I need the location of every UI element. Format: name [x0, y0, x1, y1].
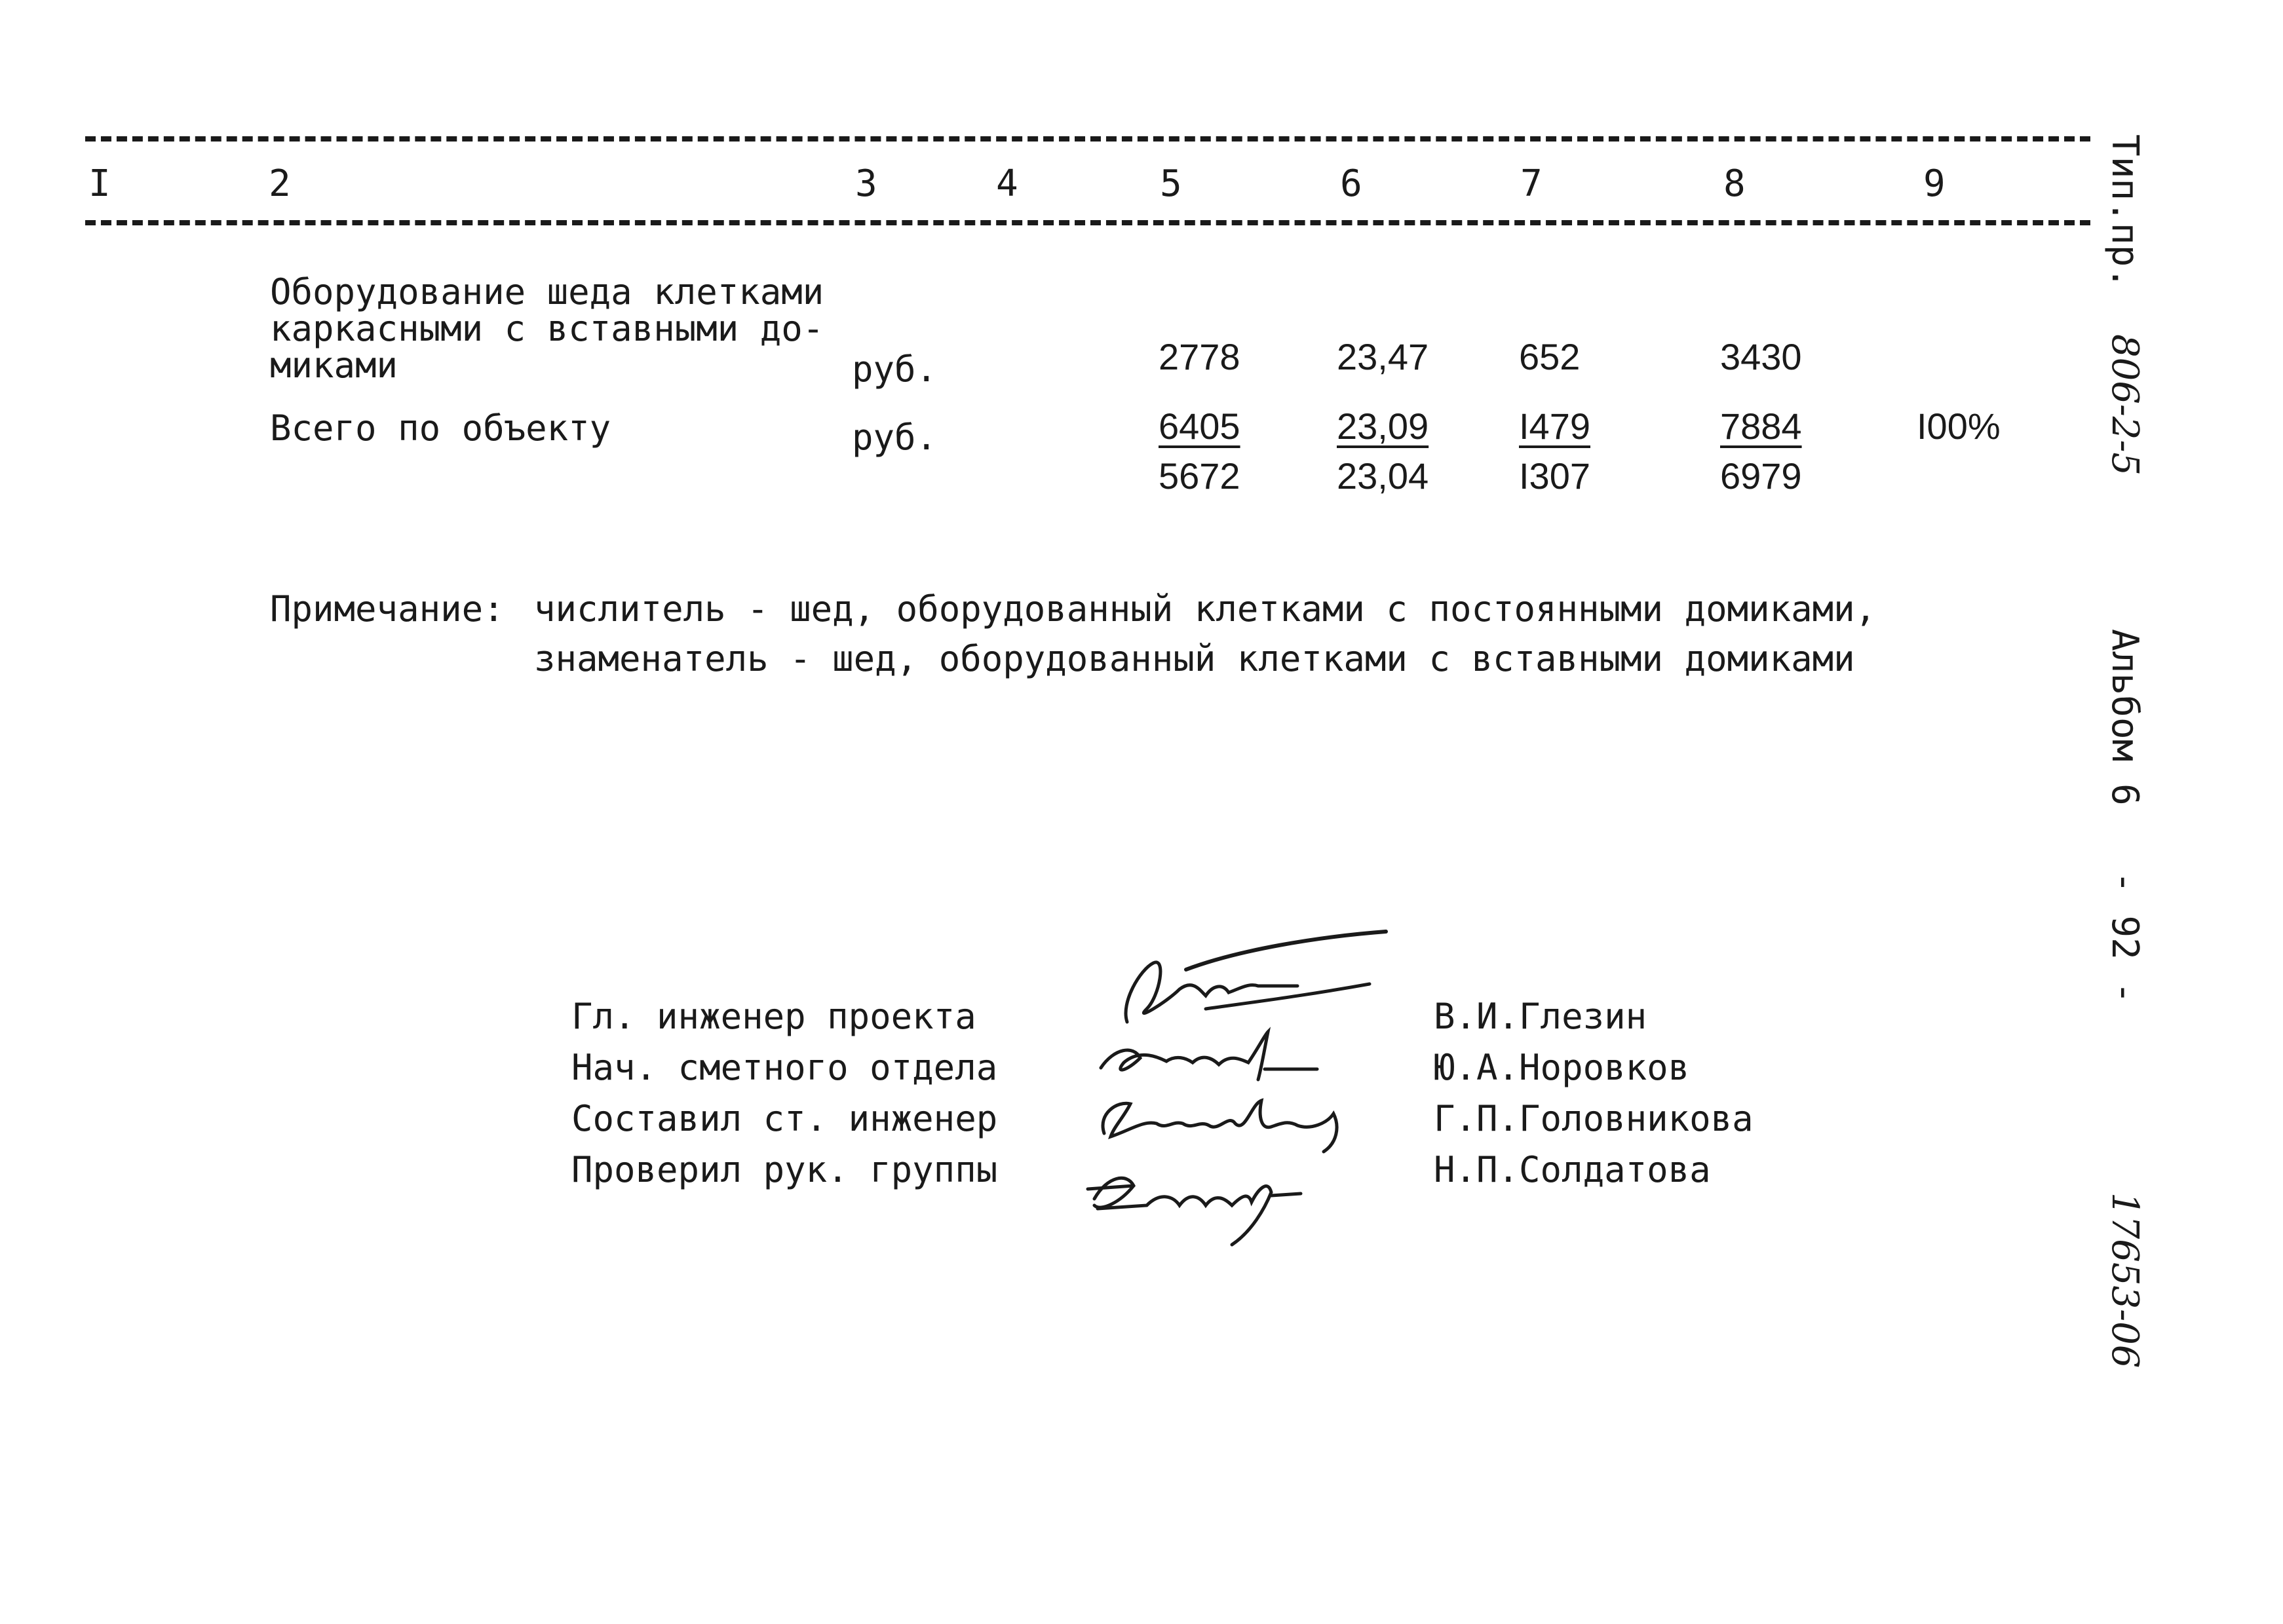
- row2-name: Всего по объекту: [270, 407, 611, 449]
- row2-col5-numerator: 6405: [1159, 406, 1240, 447]
- row2-col7-numerator: I479: [1519, 406, 1590, 447]
- header-bottom-rule: [85, 220, 2090, 225]
- row2-col8-denominator: 6979: [1720, 455, 1802, 497]
- margin-page-number: - 92 -: [2103, 871, 2146, 1004]
- row2-unit: руб.: [852, 417, 938, 458]
- column-number-7: 7: [1520, 162, 1543, 205]
- signer-role-checker: Проверил рук. группы: [571, 1149, 998, 1190]
- signer-name-compiler: Г.П.Головникова: [1434, 1098, 1754, 1139]
- row2-col8-numerator: 7884: [1720, 406, 1802, 447]
- signature-checker: [1075, 1140, 1324, 1238]
- signature-chief-engineer: [1107, 924, 1396, 1035]
- row1-name-line3: миками: [270, 345, 398, 386]
- column-number-3: 3: [855, 162, 877, 205]
- row1-name-line1: Оборудование шеда клетками: [270, 271, 824, 312]
- column-number-2: 2: [269, 162, 291, 205]
- signer-role-estimate-head: Нач. сметного отдела: [571, 1047, 998, 1088]
- header-top-rule: [85, 136, 2090, 142]
- margin-type-project: Тип.пр.: [2103, 134, 2146, 290]
- signer-name-chief-engineer: В.И.Глезин: [1434, 996, 1647, 1037]
- column-number-8: 8: [1723, 162, 1746, 205]
- column-number-4: 4: [996, 162, 1018, 205]
- row2-col9-percent: I00%: [1917, 406, 2001, 447]
- row1-name-line2: каркасными с вставными до-: [270, 308, 824, 349]
- row2-col5-denominator: 5672: [1159, 455, 1240, 497]
- margin-album: Альбом 6: [2103, 629, 2146, 806]
- note-label: Примечание:: [270, 588, 505, 630]
- column-number-5: 5: [1160, 162, 1182, 205]
- row2-col6-numerator: 23,09: [1337, 406, 1429, 447]
- row2-col6-denominator: 23,04: [1337, 455, 1429, 497]
- note-line2: знаменатель - шед, оборудованный клетками с вставными домиками: [534, 638, 1855, 679]
- signer-name-checker: Н.П.Солдатова: [1434, 1149, 1711, 1190]
- signer-role-compiler: Составил ст. инженер: [571, 1098, 998, 1139]
- signer-name-estimate-head: Ю.А.Норовков: [1434, 1047, 1690, 1088]
- row1-col6: 23,47: [1337, 336, 1429, 377]
- row1-col7: 652: [1519, 336, 1581, 377]
- margin-project-code: 806-2-5: [2103, 334, 2146, 476]
- column-number-6: 6: [1340, 162, 1362, 205]
- row2-col7-denominator: I307: [1519, 455, 1590, 497]
- column-number-1: I: [88, 162, 111, 205]
- signer-role-chief-engineer: Гл. инженер проекта: [571, 996, 976, 1037]
- margin-inventory-number: 17653-06: [2103, 1192, 2146, 1369]
- column-number-9: 9: [1923, 162, 1946, 205]
- row1-col8: 3430: [1720, 336, 1802, 377]
- row1-unit: руб.: [852, 349, 938, 390]
- row1-col5: 2778: [1159, 336, 1240, 377]
- note-line1: числитель - шед, оборудованный клетками с постоянными домиками,: [534, 588, 1877, 630]
